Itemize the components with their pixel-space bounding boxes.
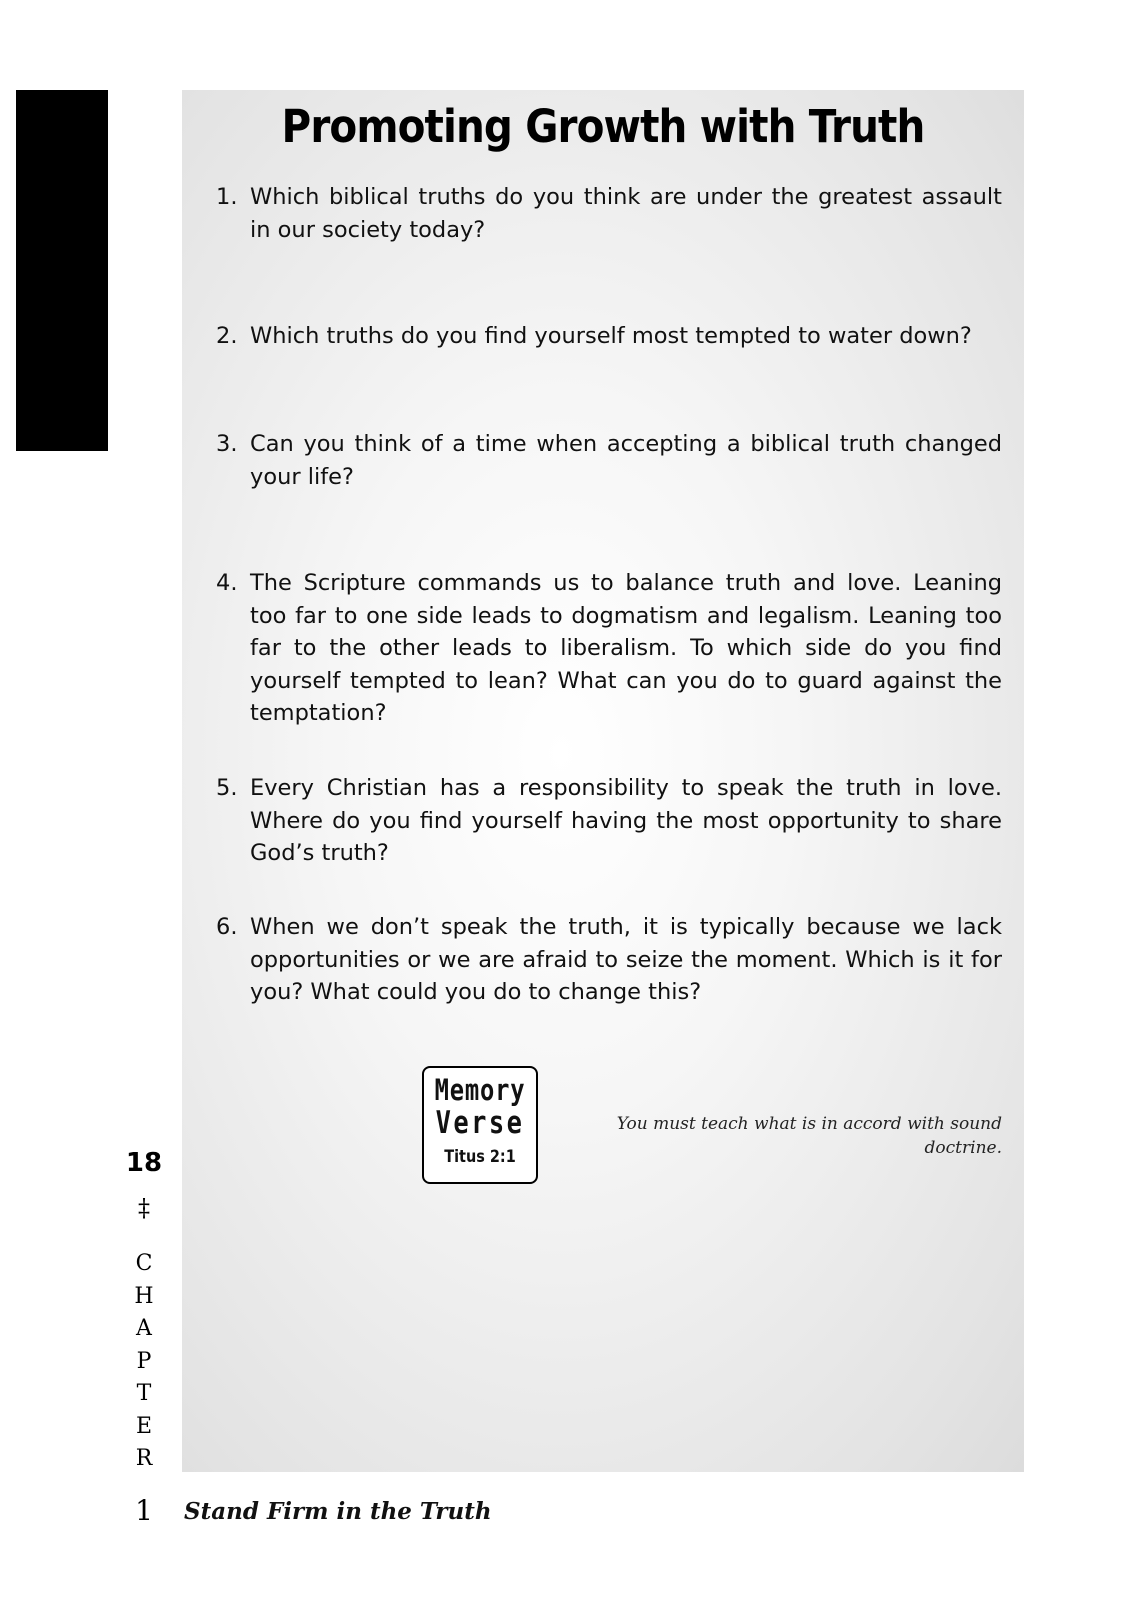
chapter-letter: H xyxy=(134,1283,154,1309)
question-number: 1. xyxy=(216,184,238,210)
chapter-word-vertical xyxy=(118,1248,170,1476)
verse-reference: Titus 2:1 xyxy=(444,1147,516,1167)
page-title: Promoting Growth with Truth xyxy=(281,100,925,153)
question-text: When we don’t speak the truth, it is typically because we lack opportunities or we are afraid to seize the moment. Which is it for you? What could you do to change this? xyxy=(250,914,1002,1005)
question-text: Can you think of a time when accepting a biblical truth changed your life? xyxy=(250,431,1002,490)
running-title: Stand Firm in the Truth xyxy=(184,1498,492,1525)
question-number: 4. xyxy=(216,570,238,596)
chapter-letter: R xyxy=(135,1446,153,1471)
chapter-letter: C xyxy=(135,1251,153,1276)
question-number: 6. xyxy=(216,914,238,940)
memory-verse-badge xyxy=(422,1066,538,1184)
question-text: The Scripture commands us to balance truth and love. Leaning too far to one side leads to dogmatism and legalism. Leaning too far to the other leads to liberalism. To which side do you find yourself tempted to lean? What can you do to guard against the temptation? xyxy=(250,570,1002,726)
chapter-letter: T xyxy=(136,1381,152,1406)
memory-label: Memory xyxy=(434,1073,526,1107)
question-number: 5. xyxy=(216,775,238,801)
question-text: Which truths do you find yourself most tempted to water down? xyxy=(250,323,972,349)
question-text: Every Christian has a responsibility to speak the truth in love. Where do you find yourself having the most opportunity to share God’s truth? xyxy=(250,775,1002,866)
memory-verse-text: You must teach what is in accord with sound doctrine. xyxy=(616,1114,1002,1158)
question-number: 3. xyxy=(216,431,238,457)
question-item xyxy=(216,428,1002,493)
chapter-letter: E xyxy=(135,1413,153,1439)
question-item xyxy=(216,911,1002,1009)
verse-label: Verse xyxy=(435,1105,525,1141)
dagger-separator: ‡ xyxy=(138,1194,150,1222)
question-item xyxy=(216,320,1002,353)
chapter-letter: P xyxy=(136,1348,152,1374)
chapter-letter: A xyxy=(136,1316,152,1341)
question-number: 2. xyxy=(216,323,238,349)
question-text: Which biblical truths do you think are under the greatest assault in our society today? xyxy=(250,184,1002,243)
question-item xyxy=(216,567,1002,730)
question-item xyxy=(216,181,1002,246)
chapter-number: 1 xyxy=(135,1494,153,1527)
question-item xyxy=(216,772,1002,870)
page-number: 18 xyxy=(125,1148,163,1178)
chapter-tab-marker xyxy=(16,90,108,451)
